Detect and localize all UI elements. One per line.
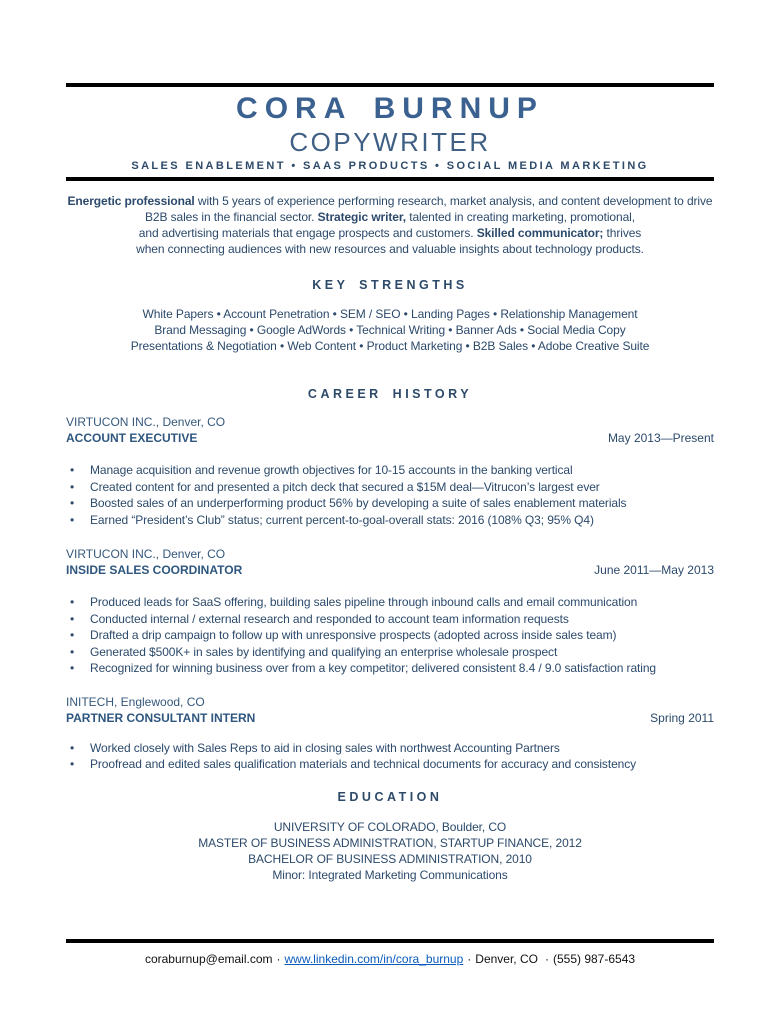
job-dates: June 2011—May 2013 [594, 563, 714, 577]
job-title: ACCOUNT EXECUTIVE [66, 431, 198, 445]
job-bullet-list [66, 594, 714, 677]
summary-text: B2B sales in the financial sector. [145, 210, 318, 224]
education-section [66, 789, 714, 883]
summary-bold: Skilled communicator; [476, 226, 604, 240]
summary-line [66, 225, 714, 241]
bullet-item: • Recognized for winning business over from a key competitor; delivered consistent 8.4 / 9.0 satisfaction rating [70, 660, 714, 677]
summary-line [66, 209, 714, 225]
bullet-item: • Worked closely with Sales Reps to aid in closing sales with northwest Accounting Partners [70, 740, 714, 757]
footer-rule [66, 939, 714, 943]
strengths-line: Presentations & Negotiation • Web Content • Product Marketing • B2B Sales • Adobe Creative Suite [130, 339, 650, 353]
job-dates: Spring 2011 [650, 710, 714, 725]
job-title-row [66, 710, 714, 726]
key-strengths-section [66, 277, 714, 354]
summary-line [66, 241, 714, 257]
bullet-item: • Boosted sales of an underperforming product 56% by developing a suite of sales enablement materials [70, 495, 714, 512]
education-line: BACHELOR OF BUSINESS ADMINISTRATION, 2010 [248, 851, 532, 866]
summary-text: and advertising materials that engage prospects and customers. [138, 226, 477, 240]
career-history-heading: CAREER HISTORY [307, 387, 473, 401]
bullet-item: • Conducted internal / external research and responded to account team information requests [70, 611, 714, 628]
location-text: Denver, CO [475, 951, 538, 966]
candidate-job-title: COPYWRITER [289, 127, 491, 157]
bullet-item: • Proofread and edited sales qualification materials and technical documents for accuracy and consistency [70, 756, 714, 773]
job-entry [66, 414, 714, 528]
strengths-line: Brand Messaging • Google AdWords • Technical Writing • Banner Ads • Social Media Copy [154, 323, 626, 337]
key-strengths-list [66, 306, 714, 354]
summary-text: talented in creating marketing, promotional, [405, 210, 635, 224]
education-line: Minor: Integrated Marketing Communications [272, 867, 508, 882]
linkedin-link[interactable]: www.linkedin.com/in/cora_burnup [284, 951, 464, 966]
job-title: PARTNER CONSULTANT INTERN [66, 710, 256, 725]
resume-content [66, 83, 714, 967]
resume-header [66, 92, 714, 173]
contact-footer [66, 951, 714, 967]
bullet-item: • Manage acquisition and revenue growth objectives for 10-15 accounts in the banking vertical [70, 462, 714, 479]
separator-dot: · [544, 951, 549, 966]
job-company: INITECH, Englewood, CO [66, 694, 205, 709]
email-text: coraburnup@email.com [144, 951, 273, 966]
job-company: VIRTUCON INC., Denver, CO [66, 415, 226, 429]
phone-text: (555) 987-6543 [552, 951, 636, 966]
summary-section [66, 193, 714, 257]
strengths-line: White Papers • Account Penetration • SEM / SEO • Landing Pages • Relationship Management [142, 307, 638, 321]
job-entry [66, 694, 714, 773]
job-title-row [66, 430, 714, 446]
separator-dot: · [467, 951, 472, 966]
education-line: MASTER OF BUSINESS ADMINISTRATION, STARTUP FINANCE, 2012 [198, 835, 582, 850]
summary-line [66, 193, 714, 209]
key-strengths-heading: KEY STRENGTHS [312, 278, 468, 292]
specialties-tagline: SALES ENABLEMENT • SAAS PRODUCTS • SOCIAL MEDIA MARKETING [131, 160, 649, 172]
candidate-name: CORA BURNUP [236, 92, 544, 125]
summary-text: thrives [603, 226, 642, 240]
career-history-section [66, 386, 714, 773]
bullet-item: • Drafted a drip campaign to follow up with unresponsive prospects (adopted across inside sales team) [70, 627, 714, 644]
summary-bold: Energetic professional [67, 194, 195, 208]
summary-text: when connecting audiences with new resources and valuable insights about technology products. [136, 242, 644, 256]
education-heading: EDUCATION [337, 789, 443, 804]
summary-text: with 5 years of experience performing research, market analysis, and content development to drive [194, 194, 713, 208]
bullet-item: • Earned “President’s Club” status; current percent-to-goal-overall stats: 2016 (108% Q3; 95% Q4) [70, 512, 714, 529]
job-bullet-list [66, 462, 714, 528]
job-entry [66, 546, 714, 677]
bullet-item: • Generated $500K+ in sales by identifying and qualifying an enterprise wholesale prospect [70, 644, 714, 661]
summary-bold: Strategic writer, [317, 210, 406, 224]
job-dates: May 2013—Present [607, 431, 714, 445]
job-company: VIRTUCON INC., Denver, CO [66, 547, 226, 561]
bullet-item: • Created content for and presented a pitch deck that secured a $15M deal—Vitrucon’s largest ever [70, 479, 714, 496]
job-bullet-list [66, 740, 714, 773]
job-title-row [66, 562, 714, 578]
education-list [66, 819, 714, 883]
header-bottom-rule [66, 177, 714, 181]
header-top-rule [66, 83, 714, 87]
job-title: INSIDE SALES COORDINATOR [66, 563, 243, 577]
bullet-item: • Produced leads for SaaS offering, building sales pipeline through inbound calls and email communication [70, 594, 714, 611]
education-line: UNIVERSITY OF COLORADO, Boulder, CO [273, 819, 507, 834]
separator-dot: · [276, 951, 281, 966]
